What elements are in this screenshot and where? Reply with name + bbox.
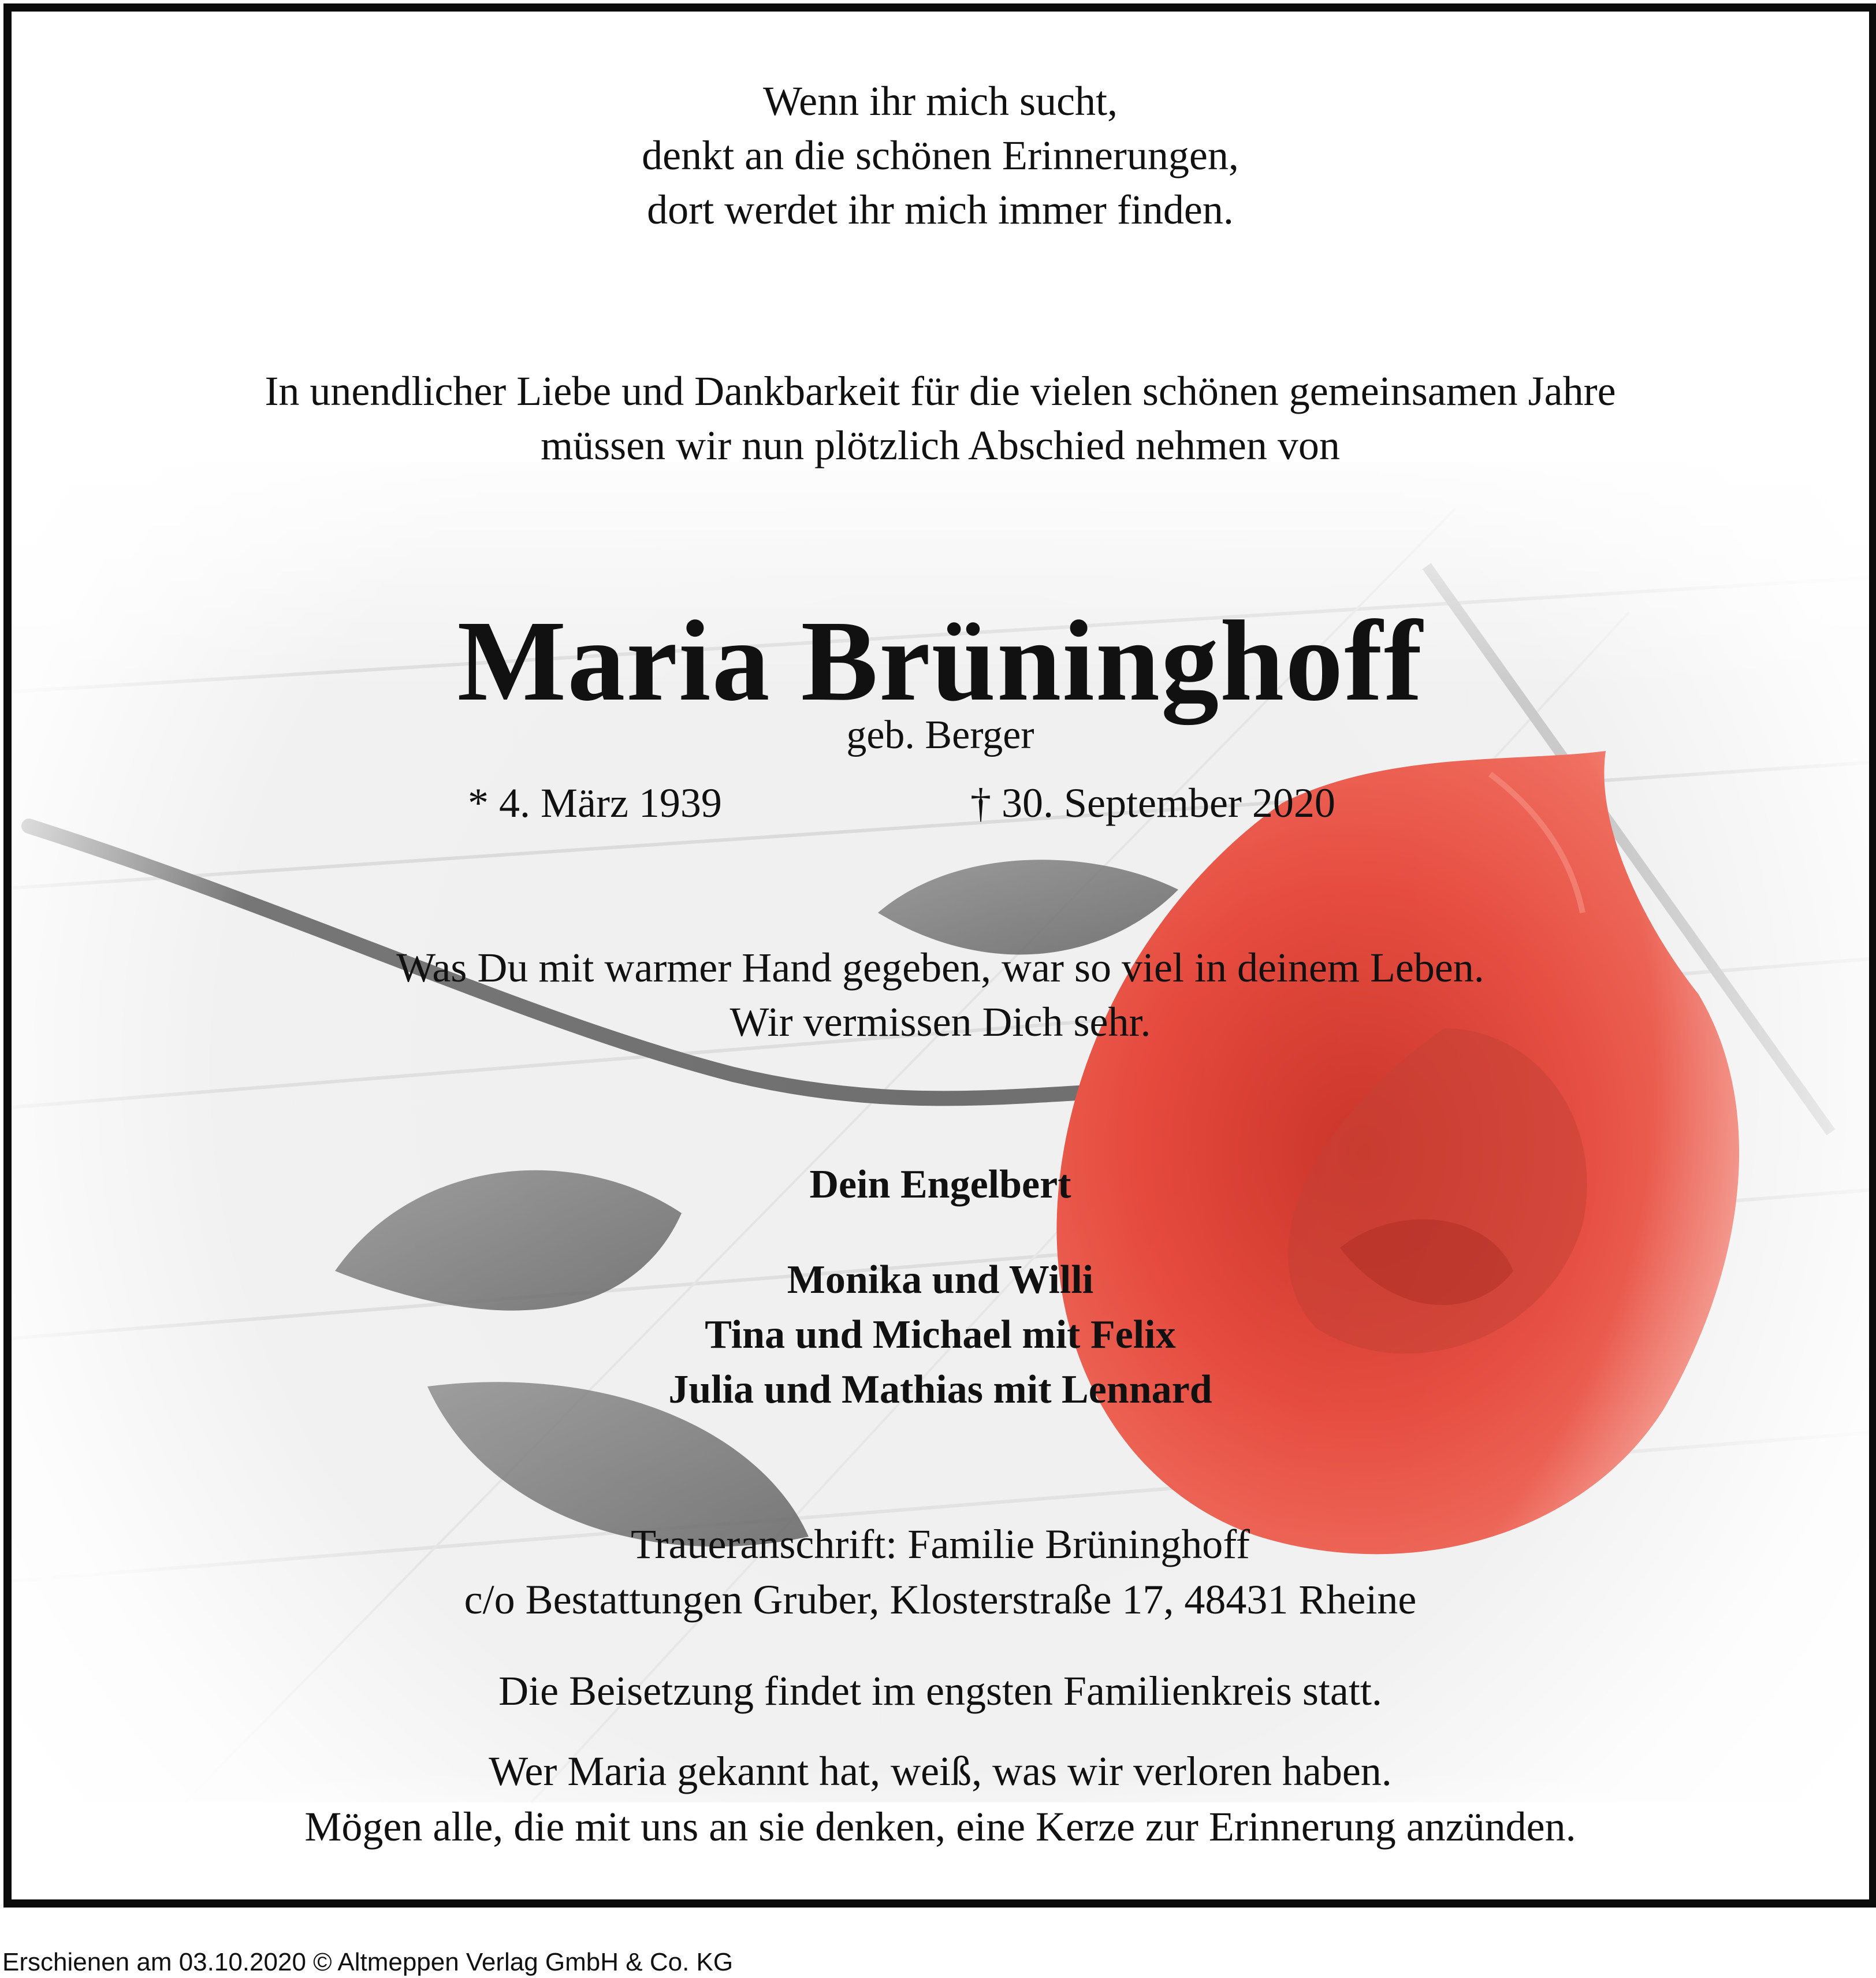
poem-line: dort werdet ihr mich immer finden. xyxy=(647,187,1234,233)
husband-signature: Dein Engelbert xyxy=(809,1162,1071,1207)
family-member: Julia und Mathias mit Lennard xyxy=(668,1367,1212,1412)
memory-line: Was Du mit warmer Hand gegeben, war so viel in deinem Leben. xyxy=(396,945,1484,991)
poem-line: Wenn ihr mich sucht, xyxy=(762,78,1118,124)
family-signatures xyxy=(12,1252,1869,1417)
mourning-address xyxy=(12,1516,1869,1627)
address-line: Traueranschrift: Familie Brüninghoff xyxy=(631,1521,1250,1567)
deceased-name: Maria Brüninghoff xyxy=(457,597,1424,725)
life-dates xyxy=(12,777,1869,829)
intro-line: In unendlicher Liebe und Dankbarkeit für die vielen schönen gemeinsamen Jahre xyxy=(265,368,1616,414)
birth-date: * 4. März 1939 xyxy=(468,780,722,826)
death-date: † 30. September 2020 xyxy=(970,780,1335,826)
closing-text xyxy=(12,1743,1869,1854)
closing-line: Mögen alle, die mit uns an sie denken, eine Kerze zur Erinnerung anzünden. xyxy=(304,1804,1576,1850)
closing-line: Wer Maria gekannt hat, weiß, was wir verloren haben. xyxy=(489,1748,1392,1794)
maiden-name: geb. Berger xyxy=(846,713,1034,757)
address-line: c/o Bestattungen Gruber, Klosterstraße 17, 48431 Rheine xyxy=(464,1577,1417,1623)
obituary-frame xyxy=(3,3,1876,1908)
intro-text xyxy=(12,364,1869,473)
family-member: Tina und Michael mit Felix xyxy=(705,1313,1176,1357)
opening-poem xyxy=(12,74,1869,237)
poem-line: denkt an die schönen Erinnerungen, xyxy=(642,132,1239,179)
intro-line: müssen wir nun plötzlich Abschied nehmen von xyxy=(541,422,1340,469)
family-member: Monika und Willi xyxy=(787,1258,1094,1302)
burial-note: Die Beisetzung findet im engsten Familienkreis statt. xyxy=(498,1668,1382,1714)
publication-footer: Erschienen am 03.10.2020 © Altmeppen Verlag GmbH & Co. KG xyxy=(2,1948,734,1976)
memory-text xyxy=(12,940,1869,1049)
memory-line: Wir vermissen Dich sehr. xyxy=(729,999,1151,1045)
